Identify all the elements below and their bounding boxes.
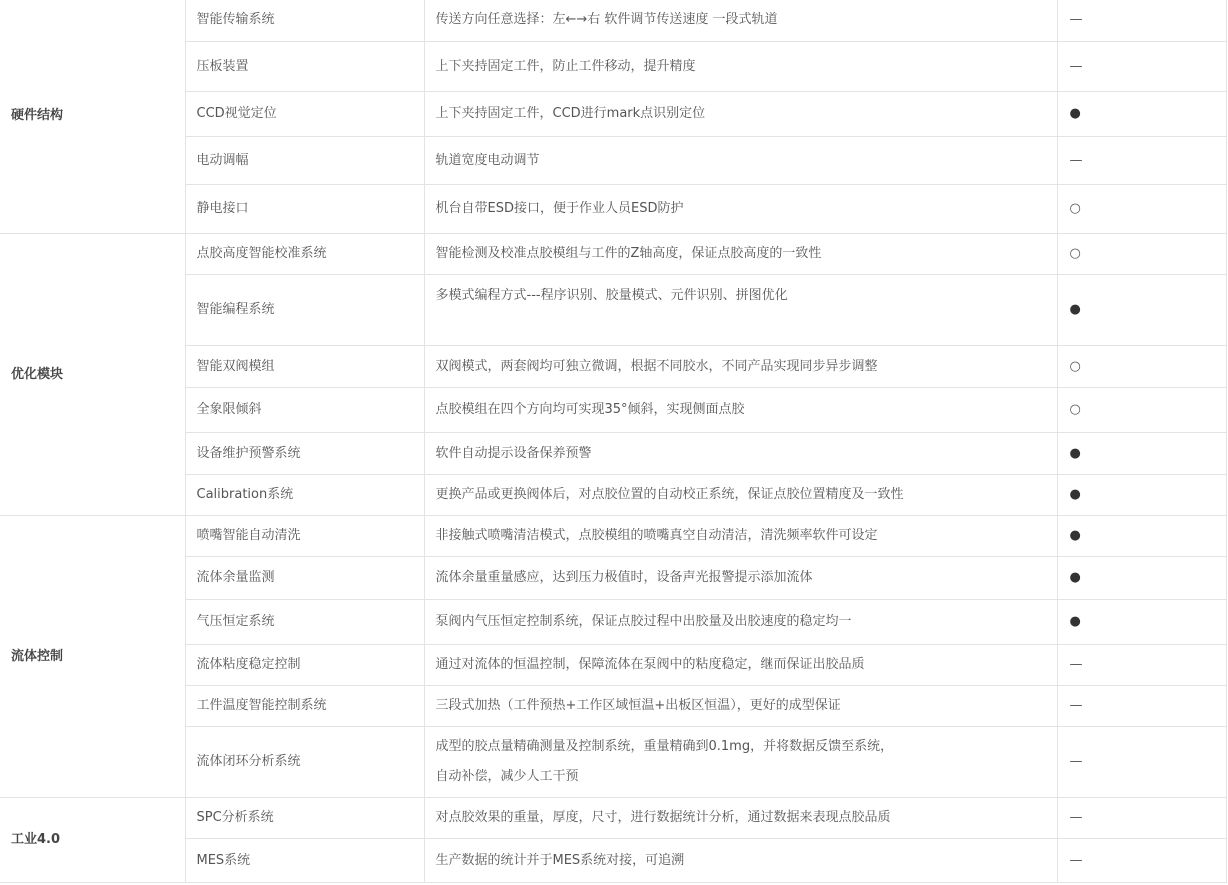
description-cell: 多模式编程方式---程序识别、胶量模式、元件识别、拼图优化 bbox=[424, 275, 1057, 346]
description-cell: 流体余量重量感应，达到压力极值时，设备声光报警提示添加流体 bbox=[424, 557, 1057, 600]
status-mark: ● bbox=[1057, 557, 1226, 600]
table-row bbox=[0, 234, 1226, 275]
feature-cell: 智能双阀模组 bbox=[185, 346, 424, 388]
description-cell: 通过对流体的恒温控制，保障流体在泵阀中的粘度稳定，继而保证出胶品质 bbox=[424, 645, 1057, 686]
description-cell: 传送方向任意选择：左←→右 软件调节传送速度 一段式轨道 bbox=[424, 0, 1057, 42]
status-mark: — bbox=[1057, 137, 1226, 185]
table-row bbox=[0, 516, 1226, 557]
status-mark: — bbox=[1057, 798, 1226, 839]
feature-cell: 喷嘴智能自动清洗 bbox=[185, 516, 424, 557]
description-line: 自动补偿，减少人工干预 bbox=[435, 769, 579, 784]
status-mark: ● bbox=[1057, 516, 1226, 557]
category-cell: 工业4.0 bbox=[0, 798, 185, 883]
description-cell: 对点胶效果的重量，厚度，尺寸，进行数据统计分析，通过数据来表现点胶品质 bbox=[424, 798, 1057, 839]
status-mark: — bbox=[1057, 0, 1226, 42]
feature-cell: 静电接口 bbox=[185, 185, 424, 234]
status-mark: — bbox=[1057, 727, 1226, 798]
status-mark: ● bbox=[1057, 600, 1226, 645]
description-cell: 上下夹持固定工件，防止工件移动，提升精度 bbox=[424, 42, 1057, 92]
description-cell: 轨道宽度电动调节 bbox=[424, 137, 1057, 185]
description-cell: 点胶模组在四个方向均可实现35°倾斜，实现侧面点胶 bbox=[424, 388, 1057, 433]
description-cell: 更换产品或更换阀体后，对点胶位置的自动校正系统，保证点胶位置精度及一致性 bbox=[424, 475, 1057, 516]
status-mark: ○ bbox=[1057, 346, 1226, 388]
feature-cell: 全象限倾斜 bbox=[185, 388, 424, 433]
description-cell: 软件自动提示设备保养预警 bbox=[424, 433, 1057, 475]
status-mark: ○ bbox=[1057, 185, 1226, 234]
status-mark: ● bbox=[1057, 433, 1226, 475]
feature-cell: SPC分析系统 bbox=[185, 798, 424, 839]
category-cell: 硬件结构 bbox=[0, 0, 185, 234]
status-mark: ● bbox=[1057, 275, 1226, 346]
feature-cell: 智能传输系统 bbox=[185, 0, 424, 42]
status-mark: ○ bbox=[1057, 234, 1226, 275]
status-mark: — bbox=[1057, 686, 1226, 727]
description-cell: 生产数据的统计并于MES系统对接，可追溯 bbox=[424, 839, 1057, 883]
feature-cell: 气压恒定系统 bbox=[185, 600, 424, 645]
feature-cell: Calibration系统 bbox=[185, 475, 424, 516]
status-mark: — bbox=[1057, 42, 1226, 92]
feature-cell: 流体闭环分析系统 bbox=[185, 727, 424, 798]
feature-cell: 智能编程系统 bbox=[185, 275, 424, 346]
feature-cell: 点胶高度智能校准系统 bbox=[185, 234, 424, 275]
description-cell bbox=[424, 727, 1057, 798]
table-row bbox=[0, 798, 1226, 839]
status-mark: ● bbox=[1057, 475, 1226, 516]
feature-cell: 压板装置 bbox=[185, 42, 424, 92]
feature-cell: 设备维护预警系统 bbox=[185, 433, 424, 475]
feature-cell: MES系统 bbox=[185, 839, 424, 883]
status-mark: — bbox=[1057, 645, 1226, 686]
status-mark: ○ bbox=[1057, 388, 1226, 433]
description-cell: 上下夹持固定工件，CCD进行mark点识别定位 bbox=[424, 92, 1057, 137]
table-row bbox=[0, 0, 1226, 42]
feature-cell: 流体粘度稳定控制 bbox=[185, 645, 424, 686]
status-mark: ● bbox=[1057, 92, 1226, 137]
feature-cell: 流体余量监测 bbox=[185, 557, 424, 600]
description-cell: 三段式加热（工件预热+工作区域恒温+出板区恒温），更好的成型保证 bbox=[424, 686, 1057, 727]
feature-cell: CCD视觉定位 bbox=[185, 92, 424, 137]
description-cell: 非接触式喷嘴清洁模式，点胶模组的喷嘴真空自动清洁，清洗频率软件可设定 bbox=[424, 516, 1057, 557]
description-cell: 智能检测及校准点胶模组与工件的Z轴高度，保证点胶高度的一致性 bbox=[424, 234, 1057, 275]
description-line: 成型的胶点量精确测量及控制系统，重量精确到0.1mg，并将数据反馈至系统， bbox=[435, 739, 894, 754]
description-cell: 机台自带ESD接口，便于作业人员ESD防护 bbox=[424, 185, 1057, 234]
feature-cell: 电动调幅 bbox=[185, 137, 424, 185]
status-mark: — bbox=[1057, 839, 1226, 883]
description-cell: 泵阀内气压恒定控制系统，保证点胶过程中出胶量及出胶速度的稳定均一 bbox=[424, 600, 1057, 645]
description-cell: 双阀模式，两套阀均可独立微调，根据不同胶水，不同产品实现同步异步调整 bbox=[424, 346, 1057, 388]
category-cell: 优化模块 bbox=[0, 234, 185, 516]
category-cell: 流体控制 bbox=[0, 516, 185, 798]
feature-cell: 工件温度智能控制系统 bbox=[185, 686, 424, 727]
